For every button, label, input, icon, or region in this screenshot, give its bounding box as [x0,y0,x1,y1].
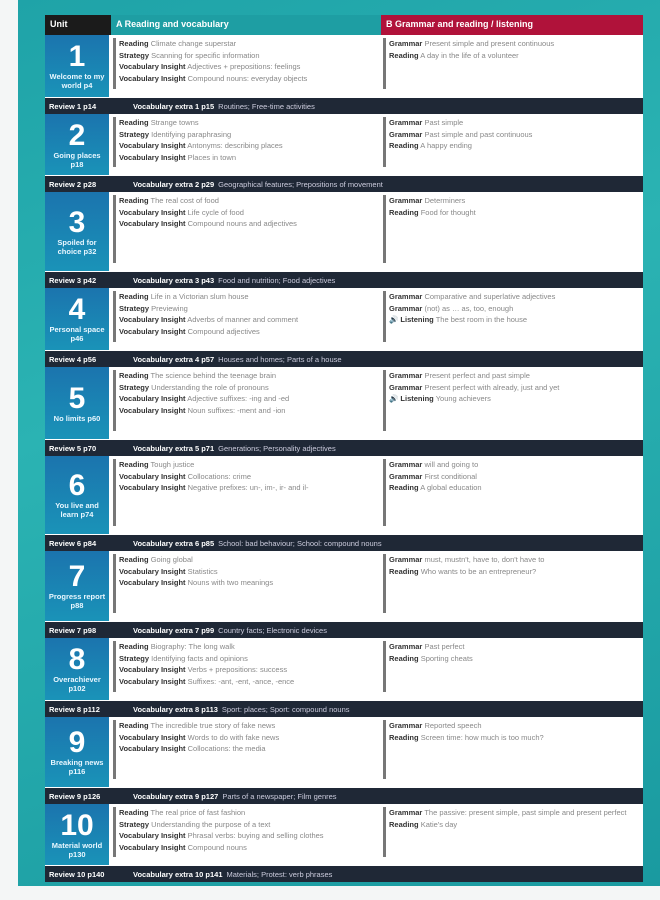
entry-line [119,152,381,164]
unit-title: Going places p18 [53,150,101,169]
entry-label: Reading [119,808,149,817]
vocab-extra-topics: Geographical features; Prepositions of movement [218,179,383,189]
unit-title: Personal space p46 [49,325,105,343]
unit-cell[interactable] [45,456,111,534]
grammar-reading-cell [381,114,643,175]
entry-text: Katie's day [420,819,458,829]
vocab-extra-topics: School: bad behaviour; School: compound nouns [218,538,382,548]
grammar-reading-cell [381,638,643,700]
entry-label: Reading [119,642,149,651]
entry-line [119,195,381,207]
entry-text: Comparative and superlative adjectives [424,292,556,301]
entry-label: Vocabulary Insight [119,831,186,840]
entry-text: Life cycle of food [187,207,244,217]
entry-text: Reported speech [424,721,482,730]
vocab-extra-topics: Sport: places; Sport: compound nouns [221,704,350,714]
entry-line [119,471,381,483]
entry-line [389,641,643,653]
entry-label: Grammar [389,39,423,48]
entry-label: Vocabulary Insight [119,219,186,228]
entry-label: Grammar [389,292,423,301]
entry-line [119,653,381,665]
reading-vocabulary-cell [111,35,381,97]
vocab-extra-link[interactable]: Vocabulary extra 10 p141 [133,869,223,879]
entry-label: Grammar [389,642,423,651]
reading-vocabulary-cell [111,638,381,700]
vocab-extra-topics: Houses and homes; Parts of a house [218,354,342,364]
entry-text: Screen time: how much is too much? [420,732,544,742]
entry-text: Verbs + prepositions: success [187,665,288,674]
entry-text: Compound nouns [187,842,247,852]
entry-text: Past simple and past continuous [424,129,533,139]
entry-line [389,732,643,744]
entry-label: Grammar [389,303,423,313]
entry-line [119,459,381,471]
entry-text: Identifying paraphrasing [151,129,232,139]
review-row [45,350,643,367]
entry-label: Vocabulary Insight [119,483,186,492]
entry-line [389,720,643,732]
entry-line [389,459,643,471]
unit-row [45,551,643,621]
reading-vocabulary-cell [111,367,381,439]
entry-text: Food for thought [420,207,476,217]
entry-label: 🔊 Listening [389,394,434,403]
entry-text: The best room in the house [435,315,528,324]
entry-label: Grammar [389,371,423,380]
unit-cell[interactable] [45,638,111,700]
review-link[interactable]: Review 4 p56 [49,354,97,364]
entry-line [119,641,381,653]
unit-number: 1 [68,40,86,73]
entry-text: Determiners [424,196,466,205]
entry-line [389,117,643,129]
review-row [45,439,643,456]
review-link[interactable]: Review 9 p126 [49,791,101,801]
entry-text: The science behind the teenage brain [150,371,277,380]
entry-label: Strategy [119,382,150,392]
entry-text: Words to do with fake news [187,732,280,742]
entry-text: Collocations: crime [187,471,251,481]
entry-text: Present perfect with already, just and yet [424,382,560,392]
unit-cell[interactable] [45,35,111,97]
entry-line [119,482,381,494]
vocab-extra-topics: Generations; Personality adjectives [218,443,336,453]
review-link[interactable]: Review 3 p42 [49,275,97,285]
entry-label: Reading [119,555,149,564]
unit-number: 7 [68,560,86,593]
header-col-b: B Grammar and reading / listening [381,15,643,35]
entry-label: Vocabulary Insight [119,152,186,162]
entry-text: (not) as … as, too, enough [424,303,514,313]
entry-text: Noun suffixes: -ment and -ion [187,405,286,415]
entry-label: Vocabulary Insight [119,676,186,686]
entry-label: Strategy [119,129,150,139]
entry-line [119,50,381,62]
entry-text: Antonyms: describing places [187,141,283,150]
entry-label: Grammar [389,118,423,127]
entry-text: First conditional [424,471,477,481]
vocab-extra-topics: Routines; Free-time activities [218,101,315,111]
unit-row [45,288,643,350]
review-link[interactable]: Review 7 p98 [49,625,97,635]
unit-number: 3 [68,205,86,239]
entry-line [119,370,381,382]
entry-line [119,405,381,417]
entry-label: Vocabulary Insight [119,566,186,576]
reading-vocabulary-cell [111,456,381,534]
entry-label: Reading [119,721,149,730]
entry-line [119,207,381,219]
unit-title: Progress report p88 [48,592,106,610]
grammar-reading-cell [381,551,643,621]
vocab-extra-link[interactable]: Vocabulary extra 2 p29 [133,179,215,189]
entry-line [119,382,381,394]
unit-number: 6 [68,469,86,502]
unit-title: Overachiever p102 [53,675,101,693]
review-row [45,271,643,288]
entry-text: Compound nouns: everyday objects [187,73,308,83]
entry-line [389,314,643,326]
entry-label: Grammar [389,196,423,205]
entry-text: Nouns with two meanings [187,578,274,587]
review-link[interactable]: Review 6 p84 [49,538,97,548]
reading-vocabulary-cell [111,192,381,271]
entry-line [119,393,381,405]
entry-line [119,676,381,688]
unit-cell[interactable] [45,804,111,865]
entry-text: The incredible true story of fake news [150,721,276,730]
entry-label: Vocabulary Insight [119,744,186,753]
entry-label: Reading [119,196,149,205]
entry-label: Vocabulary Insight [119,141,186,150]
table-header [45,15,643,35]
unit-title: No limits p60 [53,413,101,423]
unit-cell[interactable] [45,288,111,350]
entry-label: Vocabulary Insight [119,315,186,324]
unit-title: Breaking news p116 [50,758,104,776]
entry-line [119,554,381,566]
entry-line [389,653,643,665]
vocab-extra-topics: Food and nutrition; Food adjectives [218,275,336,285]
entry-label: Vocabulary Insight [119,471,186,481]
entry-line [389,207,643,219]
unit-cell[interactable] [45,192,111,271]
entry-label: Grammar [389,129,423,139]
entry-line [119,314,381,326]
review-row [45,534,643,551]
entry-label: Vocabulary Insight [119,578,186,587]
entry-label: Vocabulary Insight [119,62,186,71]
entry-line [389,482,643,494]
entry-label: Reading [119,371,149,380]
unit-title: You live and learn p74 [55,501,99,519]
entry-line [119,732,381,744]
unit-number: 8 [68,643,86,676]
unit-row [45,717,643,787]
entry-text: must, mustn't, have to, don't have to [424,555,545,564]
entry-text: Past simple [424,118,464,127]
entry-text: Going global [150,555,193,564]
entry-line [389,38,643,50]
entry-label: Vocabulary Insight [119,665,186,674]
grammar-reading-cell [381,192,643,271]
unit-number: 4 [68,293,86,326]
entry-line [119,303,381,315]
entry-line [119,140,381,152]
header-col-a: A Reading and vocabulary [111,15,381,35]
entry-line [389,807,643,819]
entry-label: Vocabulary Insight [119,405,186,415]
unit-title: Material world p130 [51,840,103,859]
entry-label: Strategy [119,50,150,60]
entry-line [119,807,381,819]
vocab-extra-link[interactable]: Vocabulary extra 4 p57 [133,354,215,364]
entry-text: Tough justice [150,460,195,469]
entry-text: A day in the life of a volunteer [420,50,519,60]
entry-text: Adjective suffixes: -ing and -ed [187,394,290,403]
entry-line [389,140,643,152]
review-row [45,97,643,114]
entry-text: Phrasal verbs: buying and selling clothes [187,831,324,840]
entry-label: Reading [119,460,149,469]
entry-label: Reading [389,50,419,60]
entry-label: Vocabulary Insight [119,842,186,852]
grammar-reading-cell [381,456,643,534]
entry-label: Reading [119,39,149,48]
entry-text: Adverbs of manner and comment [187,315,299,324]
entry-label: Grammar [389,721,423,730]
review-row [45,787,643,804]
entry-line [119,842,381,854]
entry-label: Grammar [389,555,423,564]
entry-text: Statistics [187,566,218,576]
reading-vocabulary-cell [111,551,381,621]
entry-label: Vocabulary Insight [119,732,186,742]
entry-line [119,566,381,578]
unit-title: Spoiled for choice p32 [57,237,97,256]
entry-text: Compound nouns and adjectives [187,219,297,228]
entry-text: Strange towns [150,118,199,127]
entry-label: Vocabulary Insight [119,73,186,83]
entry-label: Vocabulary Insight [119,207,186,217]
entry-text: Past perfect [424,642,465,651]
header-unit: Unit [45,15,111,35]
unit-number: 2 [68,118,86,152]
unit-cell[interactable] [45,717,111,787]
entry-line [119,73,381,85]
entry-label: Strategy [119,303,150,313]
entry-label: Strategy [119,819,150,829]
vocab-extra-link[interactable]: Vocabulary extra 7 p99 [133,625,215,635]
unit-cell[interactable] [45,114,111,175]
unit-number: 5 [68,381,86,415]
vocab-extra-link[interactable]: Vocabulary extra 3 p43 [133,275,215,285]
entry-text: Biography: The long walk [150,642,235,651]
entry-text: Young achievers [435,394,491,403]
unit-row [45,804,643,865]
entry-label: Strategy [119,653,150,663]
vocab-extra-topics: Parts of a newspaper; Film genres [222,791,337,801]
entry-line [389,393,643,405]
entry-line [119,577,381,589]
vocab-extra-link[interactable]: Vocabulary extra 5 p71 [133,443,215,453]
unit-row [45,456,643,534]
entry-text: Who wants to be an entrepreneur? [420,566,537,576]
entry-label: Grammar [389,382,423,392]
entry-text: Climate change superstar [150,39,237,48]
entry-line [389,50,643,62]
grammar-reading-cell [381,717,643,787]
entry-text: Understanding the role of pronouns [151,382,269,392]
unit-cell[interactable] [45,551,111,621]
entry-text: Previewing [151,303,188,313]
entry-label: Reading [389,483,419,492]
entry-text: Life in a Victorian slum house [150,292,249,301]
unit-row [45,35,643,97]
entry-text: The passive: present simple, past simple and present perfect [424,808,627,817]
entry-text: Sporting cheats [420,653,473,663]
entry-label: 🔊 Listening [389,315,434,324]
entry-text: Present perfect and past simple [424,371,530,380]
unit-row [45,638,643,700]
entry-label: Reading [389,207,419,217]
entry-text: Suffixes: -ant, -ent, -ance, -ence [187,676,295,686]
entry-text: A global education [420,483,482,492]
entry-label: Grammar [389,460,423,469]
entry-text: Present simple and present continuous [424,39,555,48]
entry-text: A happy ending [420,141,472,150]
grammar-reading-cell [381,804,643,865]
entry-text: Negative prefixes: un-, im-, ir- and il- [187,483,309,492]
entry-line [119,61,381,73]
vocab-extra-topics: Materials; Protest: verb phrases [226,869,333,879]
entry-label: Vocabulary Insight [119,326,186,336]
vocab-extra-link[interactable]: Vocabulary extra 1 p15 [133,101,215,111]
unit-row [45,367,643,439]
entry-line [119,819,381,831]
entry-line [389,819,643,831]
vocab-extra-link[interactable]: Vocabulary extra 6 p85 [133,538,215,548]
entry-line [119,38,381,50]
entry-text: Collocations: the media [187,744,266,753]
vocab-extra-link[interactable]: Vocabulary extra 8 p113 [133,704,218,714]
grammar-reading-cell [381,288,643,350]
entry-label: Grammar [389,471,423,481]
entry-line [119,830,381,842]
review-link[interactable]: Review 10 p140 [49,869,105,879]
entry-text: The real price of fast fashion [150,808,246,817]
unit-row [45,114,643,175]
entry-text: The real cost of food [150,196,219,205]
entry-line [119,129,381,141]
contents-table [45,15,643,882]
entry-label: Grammar [389,808,423,817]
entry-line [389,370,643,382]
entry-label: Reading [389,566,419,576]
review-link[interactable]: Review 8 p112 [49,704,100,714]
entry-line [119,117,381,129]
review-row [45,175,643,192]
entry-line [389,382,643,394]
review-row [45,700,643,717]
grammar-reading-cell [381,367,643,439]
entry-text: Understanding the purpose of a text [151,819,271,829]
vocab-extra-topics: Country facts; Electronic devices [218,625,327,635]
entry-text: Compound adjectives [187,326,260,336]
entry-line [389,129,643,141]
grammar-reading-cell [381,35,643,97]
entry-line [389,303,643,315]
unit-row [45,192,643,271]
reading-vocabulary-cell [111,804,381,865]
entry-label: Reading [119,292,149,301]
entry-label: Reading [389,141,419,150]
entry-label: Reading [389,819,419,829]
review-link[interactable]: Review 1 p14 [49,101,97,111]
entry-label: Reading [389,653,419,663]
entry-text: Identifying facts and opinions [151,653,248,663]
unit-cell[interactable] [45,367,111,439]
vocab-extra-link[interactable]: Vocabulary extra 9 p127 [133,791,219,801]
reading-vocabulary-cell [111,717,381,787]
entry-text: Adjectives + prepositions: feelings [187,62,301,71]
entry-text: Places in town [187,152,236,162]
unit-number: 10 [60,808,94,842]
entry-line [389,195,643,207]
entry-label: Reading [389,732,419,742]
entry-line [119,664,381,676]
entry-label: Reading [119,118,149,127]
entry-line [389,554,643,566]
entry-line [119,218,381,230]
entry-line [119,720,381,732]
entry-line [119,743,381,755]
entry-line [119,326,381,338]
entry-label: Vocabulary Insight [119,394,186,403]
entry-line [119,291,381,303]
review-link[interactable]: Review 5 p70 [49,443,97,453]
reading-vocabulary-cell [111,114,381,175]
review-row [45,621,643,638]
unit-title: Welcome to my world p4 [49,72,105,90]
reading-vocabulary-cell [111,288,381,350]
entry-text: will and going to [424,460,479,469]
review-row [45,865,643,882]
review-link[interactable]: Review 2 p28 [49,179,97,189]
entry-line [389,291,643,303]
entry-line [389,471,643,483]
entry-text: Scanning for specific information [151,50,260,60]
unit-number: 9 [68,726,86,759]
entry-line [389,566,643,578]
